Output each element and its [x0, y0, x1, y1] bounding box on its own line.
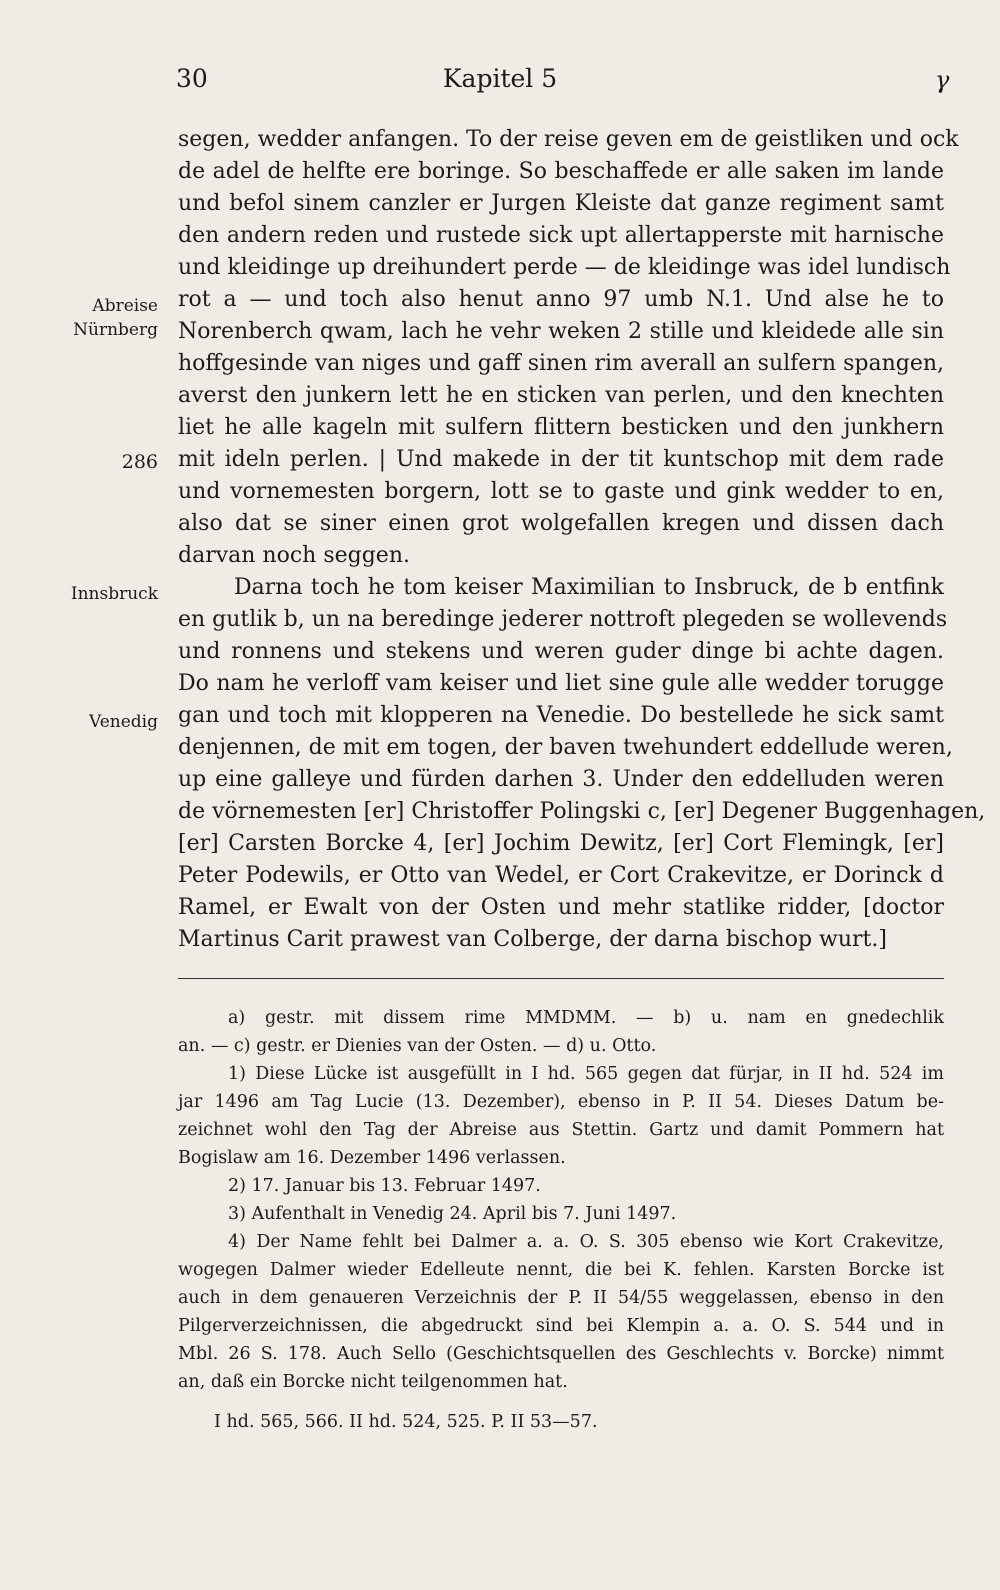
footnote-line: an, daß ein Borcke nicht teilgenommen hat. — [178, 1372, 568, 1392]
margin-note-line: Abreise — [92, 296, 158, 316]
text-line: und ronnens und stekens und weren guder dinge bi achte dagen. — [178, 639, 944, 664]
margin-page-ref: 286 — [121, 451, 158, 473]
text-line: Darna toch he tom keiser Maximilian to Insbruck, de b entfink — [234, 575, 944, 600]
footnote-line: 2) 17. Januar bis 13. Februar 1497. — [228, 1176, 541, 1196]
footnotes — [178, 1004, 944, 1396]
page-header — [0, 64, 1000, 104]
text-line: und kleidinge up dreihundert perde — de kleidinge was idel lundisch — [178, 255, 951, 280]
text-line: Peter Podewils, er Otto van Wedel, er Cort Crakevitze, er Dorinck d — [178, 863, 944, 888]
footnote-line: auch in dem genaueren Verzeichnis der P. II 54/55 weggelassen, ebenso in den — [178, 1288, 944, 1308]
footnote-line: Bogislaw am 16. Dezember 1496 verlassen. — [178, 1148, 566, 1168]
text-line: de vörnemesten [er] Christoffer Polingski c, [er] Degener Buggenhagen, — [178, 799, 986, 824]
text-line: also dat se siner einen grot wolgefallen kregen und dissen dach — [178, 511, 944, 536]
text-line: den andern reden und rustede sick upt allertapperste mit harnische — [178, 223, 944, 248]
text-line: rot a — und toch also henut anno 97 umb N.1. Und alse he to — [178, 287, 944, 312]
signature-mark: γ — [935, 66, 950, 94]
text-line: liet he alle kageln mit sulfern flittern besticken und den junkhern — [178, 415, 944, 440]
margin-note-abreise — [48, 294, 158, 342]
footnote-divider — [178, 978, 944, 979]
text-line: Martinus Carit prawest van Colberge, der darna bischop wurt.] — [178, 927, 887, 952]
footnote-line: wogegen Dalmer wieder Edelleute nennt, die bei K. fehlen. Karsten Borcke ist — [178, 1260, 944, 1280]
footnote-line: a) gestr. mit dissem rime MMDMM. — b) u. nam en gnedechlik — [228, 1008, 944, 1028]
footnote-line: jar 1496 am Tag Lucie (13. Dezember), ebenso in P. II 54. Dieses Datum be- — [178, 1092, 944, 1112]
text-line: up eine galleye und fürden darhen 3. Under den eddelluden weren — [178, 767, 944, 792]
text-line: averst den junkern lett he en sticken van perlen, und den knechten — [178, 383, 944, 408]
text-line: und vornemesten borgern, lott se to gaste und gink wedder to en, — [178, 479, 944, 504]
page-number: 30 — [176, 64, 208, 93]
margin-note-line: Nürnberg — [73, 320, 158, 340]
text-line: mit ideln perlen. | Und makede in der tit kuntschop mit dem rade — [178, 447, 944, 472]
footnote-line: zeichnet wohl den Tag der Abreise aus Stettin. Gartz und damit Pommern hat — [178, 1120, 944, 1140]
text-line: denjennen, de mit em togen, der baven twehundert eddellude weren, — [178, 735, 953, 760]
footnote-line: 1) Diese Lücke ist ausgefüllt in I hd. 565 gegen dat fürjar, in II hd. 524 im — [228, 1064, 944, 1084]
text-line: Norenberch qwam, lach he vehr weken 2 stille und kleidede alle sin — [178, 319, 944, 344]
margin-note-venedig: Venedig — [89, 712, 158, 732]
footnote-line: Pilgerverzeichnissen, die abgedruckt sind bei Klempin a. a. O. S. 544 und in — [178, 1316, 944, 1336]
text-line: Do nam he verloff vam keiser und liet sine gule alle wedder torugge — [178, 671, 944, 696]
footnote-line: 3) Aufenthalt in Venedig 24. April bis 7. Juni 1497. — [228, 1204, 677, 1224]
text-line: de adel de helfte ere boringe. So beschaffede er alle saken im lande — [178, 159, 944, 184]
text-line: [er] Carsten Borcke 4, [er] Jochim Dewitz, [er] Cort Flemingk, [er] — [178, 831, 944, 856]
text-line: en gutlik b, un na beredinge jederer nottroft plegeden se wollevends — [178, 607, 948, 632]
text-line: gan und toch mit klopperen na Venedie. Do bestellede he sick samt — [178, 703, 944, 728]
main-text — [178, 124, 986, 956]
text-line: Ramel, er Ewalt von der Osten und mehr statlike ridder, [doctor — [178, 895, 944, 920]
text-line: und befol sinem canzler er Jurgen Kleiste dat ganze regiment samt — [178, 191, 944, 216]
footnote-line: 4) Der Name fehlt bei Dalmer a. a. O. S. 305 ebenso wie Kort Crakevitze, — [228, 1232, 944, 1252]
margin-note-innsbruck: Innsbruck — [70, 584, 158, 604]
footnote-line: an. — c) gestr. er Dienies van der Osten. — d) u. Otto. — [178, 1036, 657, 1056]
source-references: I hd. 565, 566. II hd. 524, 525. P. II 53—57. — [214, 1412, 598, 1432]
footnote-line: Mbl. 26 S. 178. Auch Sello (Geschichtsquellen des Geschlechts v. Borcke) nimmt — [178, 1344, 944, 1364]
text-line: darvan noch seggen. — [178, 543, 410, 568]
chapter-title: Kapitel 5 — [442, 64, 558, 93]
text-line: segen, wedder anfangen. To der reise geven em de geistliken und ock — [178, 127, 959, 152]
text-line: hoffgesinde van niges und gaff sinen rim averall an sulfern spangen, — [178, 351, 944, 376]
